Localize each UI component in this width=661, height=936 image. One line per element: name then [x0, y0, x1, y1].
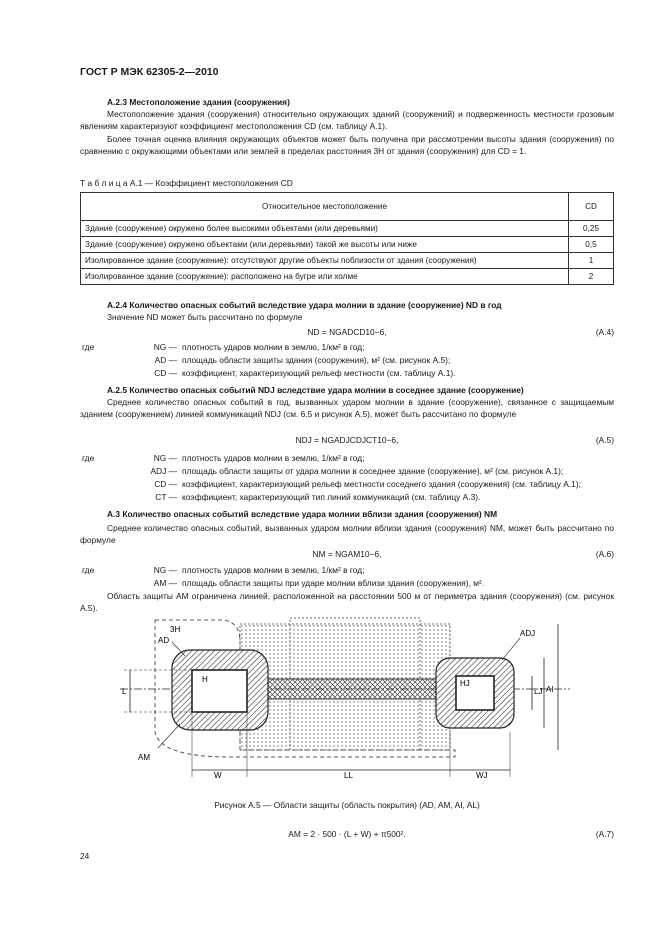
table-header-row	[81, 193, 614, 221]
definition-text: площадь области защиты здания (сооружения), м² (см. рисунок А.5);	[182, 355, 451, 365]
where-word: где	[82, 453, 95, 463]
definition-symbol: CD —	[154, 479, 177, 489]
definition-text: плотность ударов молнии в землю, 1/км² в год;	[182, 342, 365, 352]
section-a3-title: А.3 Количество опасных событий вследствие удара молнии вблизи здания (сооружения) NM	[107, 509, 498, 519]
definition-text: площадь области защиты при ударе молнии вблизи здания (сооружения), м².	[182, 578, 485, 588]
definition-text: коэффициент, характеризующий рельеф местности соседнего здания (сооружения) (см. таблицу А.1);	[182, 479, 581, 489]
section-a25-title: А.2.5 Количество опасных событий NDJ вследствие удара молнии в соседнее здание (сооружение)	[107, 385, 524, 395]
label-3h: 3H	[170, 625, 181, 634]
section-a3-p1: Среднее количество опасных событий, вызванных ударом молнии вблизи здания (сооружения) NM, может быть рассчитано по формуле	[80, 523, 614, 546]
label-l: L	[122, 687, 127, 696]
table-row	[81, 221, 614, 237]
definition-symbol: NG —	[153, 453, 177, 463]
formula-a4	[80, 327, 614, 341]
section-a3-p2: Область защиты AM ограничена линией, расположенной на расстоянии 500 м от периметра здания (сооружения) (см. рисунок А.5).	[80, 591, 614, 614]
document-header: ГОСТ Р МЭК 62305-2—2010	[80, 66, 219, 78]
table-cell-label: Здание (сооружение) окружено более высокими объектами (или деревьями)	[81, 221, 569, 237]
building-structure	[192, 670, 247, 712]
definition-text: плотность ударов молнии в землю, 1/км² в год;	[182, 565, 365, 575]
formula-a6	[80, 549, 614, 563]
formula-a4-number: (А.4)	[595, 327, 614, 337]
table-col-cd: CD	[569, 193, 614, 221]
label-ad: AD	[158, 636, 170, 645]
definition-symbol: CT —	[155, 492, 177, 502]
definition-text: коэффициент, характеризующий тип линий коммуникаций (см. таблицу А.3).	[182, 492, 481, 502]
definition-symbol: NG —	[153, 565, 177, 575]
section-a23-p2: Более точная оценка влияния окружающих объектов может быть получена при рассмотрении высоты здания (сооружения) по сравнению с окружающими объектами или землей в пределах расстояния 3H от здания (сооружения) для CD = 1.	[80, 134, 614, 157]
location-coefficient-table	[80, 192, 614, 285]
definition-symbol: ADJ —	[150, 466, 177, 476]
table-cell-value: 2	[569, 269, 614, 285]
table-cell-value: 1	[569, 253, 614, 269]
label-hj: HJ	[460, 679, 470, 688]
table-cell-value: 0,25	[569, 221, 614, 237]
label-ll: LL	[344, 771, 353, 780]
formula-a4-text: ND = NGADCD10−6,	[307, 327, 387, 337]
label-am: AM	[138, 753, 150, 762]
formula-a7	[80, 829, 614, 843]
definition-symbol: AD —	[154, 355, 177, 365]
definition-text: площадь области защиты от удара молнии в соседнее здание (сооружение), м² (см. рисунок А.1);	[182, 466, 564, 476]
definition-row	[80, 368, 614, 380]
definition-symbol: AM —	[153, 578, 177, 588]
section-a25-p1: Среднее количество опасных событий в год, вызванных ударом молнии в здание (сооружение), связанное с защищаемым зданием (сооружением) линией коммуникаций NDJ (см. 6.5 и рисунок А.5), может быть рассчитано по формуле	[80, 397, 614, 420]
table-row	[81, 237, 614, 253]
definition-row	[80, 492, 614, 504]
formula-a6-text: NM = NGAM10−6,	[312, 549, 382, 559]
label-w: W	[214, 771, 222, 780]
table-cell-label: Изолированное здание (сооружение): расположено на бугре или холме	[81, 269, 569, 285]
formula-a5-text: NDJ = NGADJCDJCT10−6,	[295, 435, 399, 445]
formula-a6-number: (А.6)	[595, 549, 614, 559]
formula-a7-number: (А.7)	[595, 829, 614, 839]
label-adj: ADJ	[520, 629, 536, 638]
protection-areas-diagram	[100, 612, 580, 790]
label-wj: WJ	[476, 771, 488, 780]
table-cell-label: Здание (сооружение) окружено объектами (или деревьями) такой же высоты или ниже	[81, 237, 569, 253]
formula-a7-text: AM = 2 · 500 · (L + W) + π500².	[288, 829, 406, 839]
table-col-location: Относительное местоположение	[81, 193, 569, 221]
formula-a5-number: (А.5)	[595, 435, 614, 445]
table-caption: Т а б л и ц а А.1 — Коэффициент местоположения CD	[80, 178, 293, 188]
section-a23-title: А.2.3 Местоположение здания (сооружения)	[107, 97, 290, 107]
label-h: H	[202, 675, 208, 684]
leader-line	[158, 724, 180, 748]
table-row	[81, 269, 614, 285]
label-ai: AI	[546, 685, 554, 694]
where-word: где	[82, 565, 95, 575]
definition-row	[80, 578, 614, 590]
definition-text: плотность ударов молнии в землю, 1/км² в год;	[182, 453, 365, 463]
label-lj: LJ	[534, 687, 543, 696]
table-row	[81, 253, 614, 269]
table-cell-value: 0,5	[569, 237, 614, 253]
section-a23-p1: Местоположение здания (сооружения) относительно окружающих зданий (сооружений) и подверженность местности грозовым явлениям характеризуют коэффициент местоположения CD (см. таблицу А.1).	[80, 109, 614, 132]
table-cell-label: Изолированное здание (сооружение): отсутствуют другие объекты поблизости от здания (сооружения)	[81, 253, 569, 269]
definition-symbol: CD —	[154, 368, 177, 378]
leader-line	[502, 638, 520, 660]
section-a24-p1: Значение ND может быть рассчитано по формуле	[107, 312, 303, 322]
figure-caption: Рисунок А.5 — Области защиты (область покрытия) (AD, AM, AI, AL)	[214, 800, 480, 810]
definition-text: коэффициент, характеризующий рельеф местности (см. таблицу А.1).	[182, 368, 456, 378]
definition-row	[80, 342, 614, 354]
definition-row	[80, 479, 614, 491]
definition-row	[80, 466, 614, 478]
formula-a5	[80, 435, 614, 449]
definition-row	[80, 453, 614, 465]
definition-row	[80, 355, 614, 367]
section-a24-title: А.2.4 Количество опасных событий вследствие удара молнии в здание (сооружение) ND в год	[107, 300, 502, 310]
where-word: где	[82, 342, 95, 352]
definition-symbol: NG —	[153, 342, 177, 352]
page-number: 24	[80, 851, 90, 861]
definition-row	[80, 565, 614, 577]
